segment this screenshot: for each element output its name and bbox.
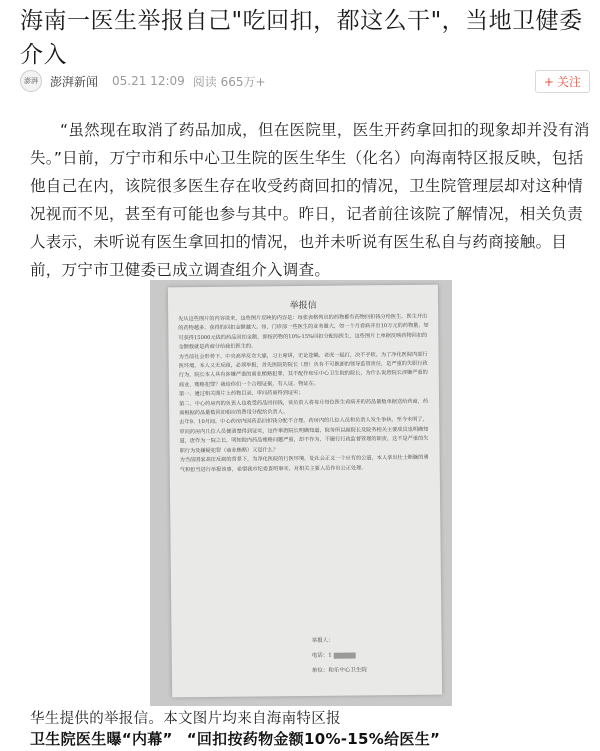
avatar-text: 澎湃 — [24, 77, 38, 85]
letter-signature — [311, 633, 431, 679]
source-name[interactable]: 澎湃新闻 — [50, 74, 99, 89]
publish-date: 05.21 12:09 — [112, 74, 185, 88]
article-meta — [20, 68, 590, 94]
section-subheading — [30, 728, 440, 749]
follow-label: 关注 — [556, 74, 581, 89]
follow-button[interactable] — [535, 70, 590, 93]
redaction-mark — [333, 652, 355, 658]
letter-title: 举报信 — [289, 300, 317, 312]
read-count: 阅读 665万+ — [192, 74, 266, 89]
letter-phone-text: 电话：1 — [311, 652, 332, 659]
subheading-part1: 卫生院医生曝“内幕” — [30, 730, 173, 748]
letter-unit: 单位：和乐中心卫生院 — [311, 667, 367, 674]
report-letter — [168, 285, 442, 698]
plus-icon: + — [543, 74, 554, 89]
report-letter-photo[interactable] — [150, 280, 452, 706]
source-avatar[interactable] — [20, 70, 42, 92]
letter-body: 先从这些图片的内容谈来，这些图片反映的内容是：每张表格列出的药物都有药物回扣钱分给医生。医生开出的药物越多，获得的回扣金额越大。如，门诊部一些医生的业务量大，如一个月看病开出10万元的药物量，如可获得15000元钱的药品回扣金额，即按药物的10%-15%回扣分配给医生，这些图片上单据反映药物回扣的金额数就是药商分给我们医生的。 为当前社会形势下，中央高举反贪大旗，习主席讲，无论苍蝇、老虎一起打，决不手软。为了净化医院内部行医环境，本人又无反顾，必须举报，首先医院的院长（唐）负有不可推卸的领导监管责任，是严重的失职行政行为，院长本人具有涉嫌严重的商业贿赂犯罪，其不配作和乐中心卫生院的院长，为什么说唐院长涉嫌严重的商业，贿赂犯罪？我给你们一个合理证据，有人证、物证在。 第一、通过相关图片上药物目录，审问药商得到证实； 第二、中心药房内的负责人也收受药品回扣钱，该负责人将每月每位医生看病开的药品量数单据送给药商，药商根据药品量数回扣相应的费用分配给负责人。 去年9、10月间，中心药房内因药品回扣钱分配不合理，药房内的几位人员和负责人发生争执，至今未明了，审问药房内几位人员便清楚得到证实，这件事唐院长明确知道，院务所以副院长及院务相关主要成员也明确知道，唐作为一院之长，明知院内药品贿赂问题严重，却不作为，不履行行政监督管理的职责，这不是严重的失职行为及嫌疑犯罪（商业贿赂）又是什么？ 为当前国家高压反腐的背景下，为净化医院的行医环境，处社会正义一个应有的公道，本人拿出壮士断腕的勇气和担当进行举报该事，希望我市纪委查明事实，对相关主要人员作出公正处理。 — [178, 313, 429, 473]
subheading-part2: “回扣按药物金额10%-15%给医生” — [186, 730, 441, 748]
letter-reporter: 举报人： — [311, 637, 334, 644]
image-caption: 华生提供的举报信。本文图片均来自海南特区报 — [30, 711, 341, 727]
letter-phone — [312, 648, 432, 664]
article-title: 海南一医生举报自己"吃回扣，都这么干"，当地卫健委介入 — [20, 8, 583, 68]
article-paragraph: “虽然现在取消了药品加成，但在医院里，医生开药拿回扣的现象却并没有消失。”日前，万宁市和乐中心卫生院的医生华生（化名）向海南特区报反映，包括他自己在内，该院很多医生存在收受药商回扣的情况，卫生院管理层却对这种情况视而不见，甚至有可能也参与其中。昨日，记者前往该院了解情况，相关负责人表示，未听说有医生拿回扣的情况，也并未听说有医生私自与药商接触。目前，万宁市卫健委已成立调查组介入调查。 — [30, 121, 590, 279]
